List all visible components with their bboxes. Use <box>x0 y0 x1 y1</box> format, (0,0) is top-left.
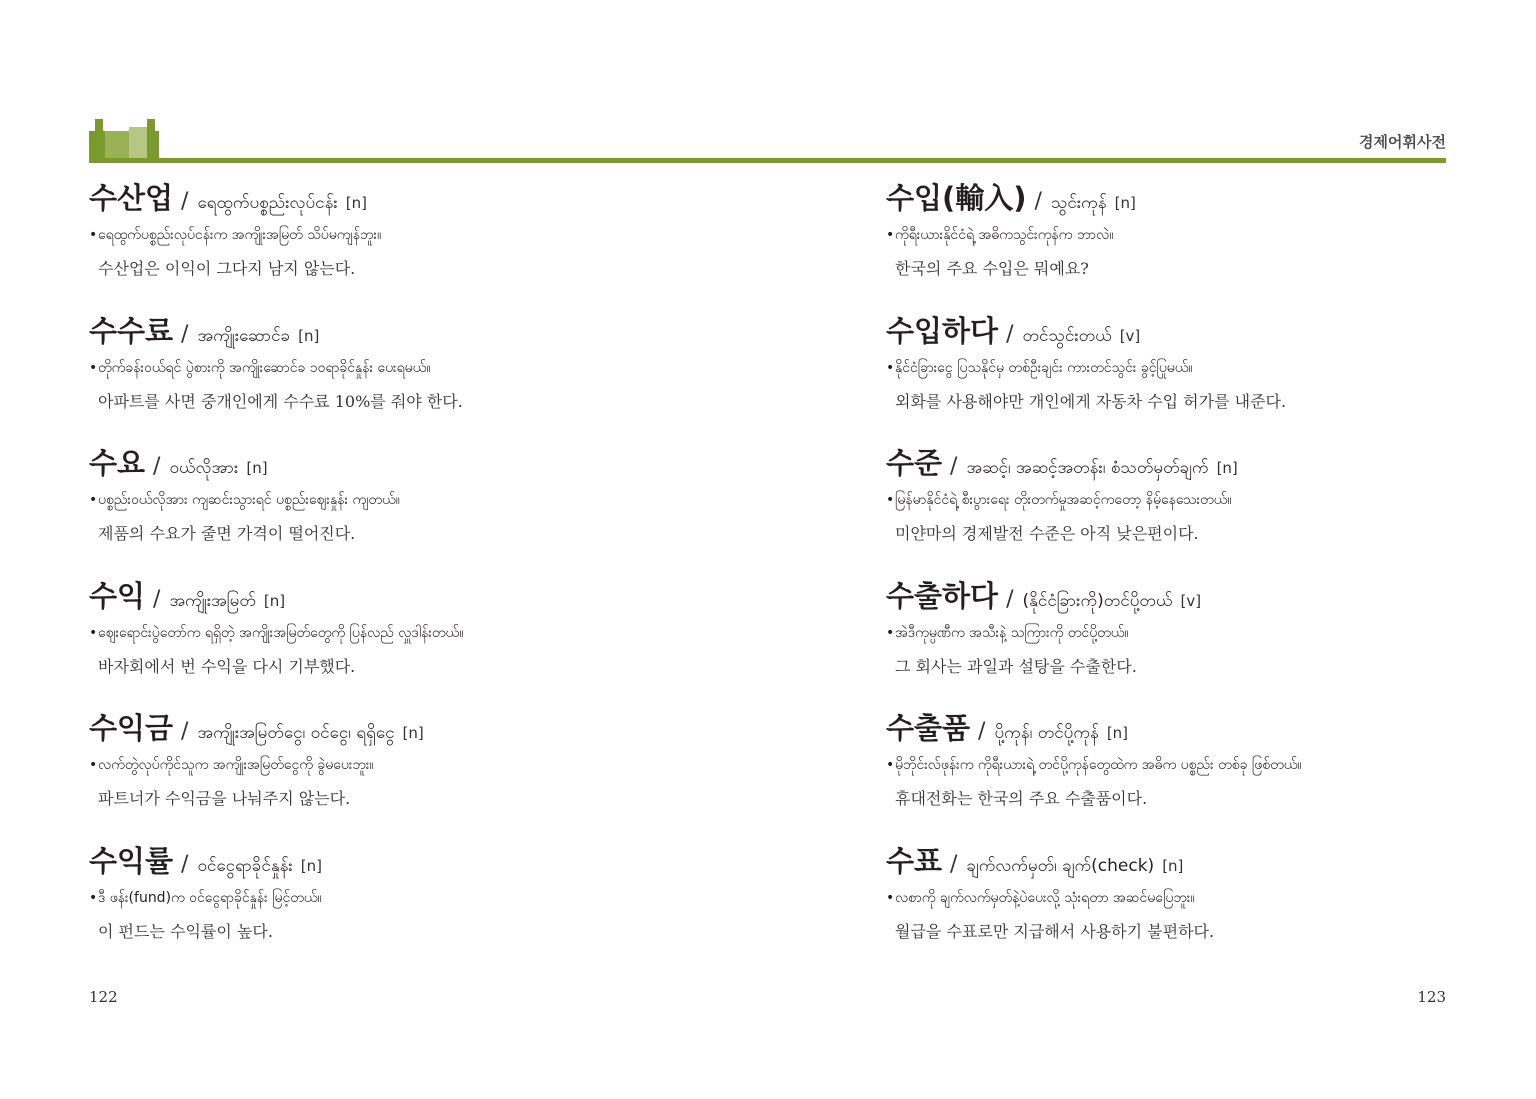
bullet-icon: • <box>89 359 98 376</box>
entry-headline <box>886 839 1506 879</box>
bullet-icon: • <box>89 624 98 641</box>
example-myanmar: •မိုဘိုင်းလ်ဖုန်းက ကိုရီးယားရဲ့ တင်ပို့ကုန်တွေထဲက အဓိက ပစ္စည်း တစ်ခု ဖြစ်တယ်။ <box>886 757 1302 773</box>
entry-headline <box>89 839 709 879</box>
headword: 수출품 <box>886 711 971 745</box>
example-korean: 월급을 수표로만 지급해서 사용하기 불편하다. <box>895 921 1215 941</box>
myanmar-gloss: အကျိုးဆောင်ခ <box>197 325 291 346</box>
example-myanmar: •မြန်မာနိုင်ငံရဲ့ စီးပွားရေး တိုးတက်မှုအဆင့်ကတော့ နိမ့်နေသေးတယ်။ <box>886 492 1232 508</box>
part-of-speech: [v] <box>1180 591 1202 610</box>
dictionary-entry <box>89 309 709 442</box>
bullet-icon: • <box>886 359 895 376</box>
part-of-speech: [n] <box>1216 459 1238 477</box>
dictionary-entry <box>89 441 709 574</box>
myanmar-gloss: အဆင့်၊ အဆင့်အတန်း၊ စံသတ်မှတ်ချက် <box>966 458 1209 478</box>
dictionary-entry <box>89 839 709 972</box>
left-column <box>89 176 709 971</box>
myanmar-gloss: သွင်းကုန် <box>1050 193 1107 213</box>
example-korean: 파트너가 수익금을 나눠주지 않는다. <box>98 789 351 808</box>
separator: / <box>181 189 189 214</box>
part-of-speech: [n] <box>246 459 268 477</box>
dictionary-entry <box>89 176 709 309</box>
bullet-icon: • <box>886 227 895 243</box>
page-number-right: 123 <box>1417 988 1446 1006</box>
separator: / <box>153 586 161 612</box>
myanmar-gloss: ရေထွက်ပစ္စည်းလုပ်ငန်း <box>197 193 338 213</box>
dictionary-entry <box>886 574 1506 707</box>
example-korean: 수산업은 이익이 그다지 남지 않는다. <box>98 259 356 278</box>
bullet-icon: • <box>886 757 895 773</box>
headword: 수산업 <box>89 181 174 215</box>
example-myanmar: •ပစ္စည်းဝယ်လိုအား ကျဆင်းသွားရင် ပစ္စည်းဈေးနှုန်း ကျတယ်။ <box>89 492 400 508</box>
example-korean: 아파트를 사면 중개인에게 수수료 10%를 줘야 한다. <box>98 391 463 411</box>
example-korean: 그 회사는 과일과 설탕을 수출한다. <box>895 656 1137 676</box>
headword: 수입하다 <box>886 313 999 348</box>
dictionary-entry <box>886 839 1506 972</box>
dictionary-entry <box>886 441 1506 574</box>
part-of-speech: [n] <box>1114 194 1136 212</box>
myanmar-gloss: တင်သွင်းတယ် <box>1022 325 1112 346</box>
example-myanmar: •ဒီ ဖန်း(fund)က ဝင်ငွေရာခိုင်နှုန်း မြင့်တယ်။ <box>89 889 322 906</box>
headword: 수익금 <box>89 711 174 745</box>
part-of-speech: [n] <box>1162 856 1184 875</box>
myanmar-gloss: ချက်လက်မှတ်၊ ချက်(check) <box>966 855 1155 876</box>
entry-headline <box>886 706 1506 746</box>
book-title: 경제어휘사전 <box>1359 133 1446 151</box>
bullet-icon: • <box>886 889 895 906</box>
page-number-left: 122 <box>89 988 118 1006</box>
separator: / <box>1006 321 1014 347</box>
bullet-icon: • <box>89 889 98 906</box>
dictionary-entry <box>89 706 709 839</box>
myanmar-gloss: အကျိုးအမြတ် <box>169 590 256 611</box>
part-of-speech: [n] <box>402 724 424 742</box>
bullet-icon: • <box>89 492 98 508</box>
example-korean: 외화를 사용해야만 개인에게 자동차 수입 허가를 내준다. <box>895 391 1287 411</box>
entry-headline <box>89 574 709 614</box>
separator: / <box>950 851 958 877</box>
header-rule <box>89 158 1446 163</box>
example-korean: 이 펀드는 수익률이 높다. <box>98 921 273 941</box>
separator: / <box>153 454 161 479</box>
header-decoration <box>89 117 159 161</box>
entry-headline <box>886 309 1506 349</box>
separator: / <box>1006 586 1014 612</box>
dictionary-entry <box>886 309 1506 442</box>
separator: / <box>181 719 189 744</box>
part-of-speech: [n] <box>263 591 286 610</box>
example-myanmar: •နိုင်ငံခြားငွေ ပြသနိုင်မှ တစ်ဦးချင်း ကားတင်သွင်း ခွင့်ပြုမယ်။ <box>886 359 1193 376</box>
myanmar-gloss: (နိုင်ငံခြားကို)တင်ပို့တယ် <box>1022 590 1173 611</box>
example-korean: 바자회에서 번 수익을 다시 기부했다. <box>98 656 356 676</box>
entry-headline <box>886 441 1506 481</box>
entry-headline <box>886 176 1506 216</box>
example-myanmar: •ဈေးရောင်းပွဲတော်က ရရှိတဲ့ အကျိုးအမြတ်တွေကို ပြန်လည် လှူဒါန်းတယ်။ <box>89 624 464 641</box>
headword: 수익률 <box>89 843 174 878</box>
entry-headline <box>89 309 709 349</box>
headword: 수수료 <box>89 313 174 348</box>
bullet-icon: • <box>89 227 98 243</box>
example-myanmar: •ရေထွက်ပစ္စည်းလုပ်ငန်းက အကျိုးအမြတ် သိပ်မကျန်ဘူး။ <box>89 227 382 243</box>
dictionary-entry <box>89 574 709 707</box>
example-myanmar: •တိုက်ခန်းဝယ်ရင် ပွဲစားကို အကျိုးဆောင်ခ ၁၀ရာခိုင်နှုန်း ပေးရမယ်။ <box>89 359 431 376</box>
entry-headline <box>89 706 709 746</box>
example-korean: 휴대전화는 한국의 주요 수출품이다. <box>895 789 1148 808</box>
entry-headline <box>886 574 1506 614</box>
separator: / <box>950 454 958 479</box>
part-of-speech: [n] <box>298 326 320 345</box>
example-myanmar: •ကိုရီးယားနိုင်ငံရဲ့ အဓိကသွင်းကုန်က ဘာလဲ။ <box>886 227 1114 243</box>
example-myanmar: •လစာကို ချက်လက်မှတ်နဲ့ပဲပေးလို့ သုံးရတာ အဆင်မပြေဘူး။ <box>886 889 1195 906</box>
part-of-speech: [n] <box>1106 724 1129 742</box>
separator: / <box>1034 189 1042 214</box>
example-myanmar: •အဲဒီကုမ္ပဏီက အသီးနဲ့ သကြားကို တင်ပို့တယ်။ <box>886 624 1129 641</box>
bullet-icon: • <box>886 624 895 641</box>
separator: / <box>978 719 986 744</box>
myanmar-gloss: အကျိုးအမြတ်ငွေ၊ ဝင်ငွေ၊ ရရှိငွေ <box>197 723 395 743</box>
example-korean: 미얀마의 경제발전 수준은 아직 낮은편이다. <box>895 524 1199 543</box>
example-myanmar: •လက်တွဲလုပ်ကိုင်သူက အကျိုးအမြတ်ငွေကို ခွဲမပေးဘူး။ <box>89 757 374 773</box>
myanmar-gloss: ဝယ်လိုအား <box>169 458 239 478</box>
part-of-speech: [v] <box>1119 326 1141 345</box>
headword: 수익 <box>89 578 146 613</box>
part-of-speech: [n] <box>300 856 322 875</box>
dictionary-entry <box>886 176 1506 309</box>
dictionary-entry <box>886 706 1506 839</box>
part-of-speech: [n] <box>345 194 367 212</box>
headword: 수입(輸入) <box>886 181 1027 215</box>
headword: 수표 <box>886 843 943 878</box>
example-korean: 한국의 주요 수입은 뭐예요? <box>895 259 1089 278</box>
entry-headline <box>89 176 709 216</box>
separator: / <box>181 321 189 347</box>
headword: 수출하다 <box>886 578 999 613</box>
example-korean: 제품의 수요가 줄면 가격이 떨어진다. <box>98 524 356 543</box>
right-column <box>886 176 1506 971</box>
headword: 수준 <box>886 446 943 480</box>
separator: / <box>181 851 189 877</box>
myanmar-gloss: ဝင်ငွေရာခိုင်နှုန်း <box>197 855 293 876</box>
entry-headline <box>89 441 709 481</box>
bullet-icon: • <box>89 757 98 773</box>
headword: 수요 <box>89 446 146 480</box>
bullet-icon: • <box>886 492 895 508</box>
myanmar-gloss: ပို့ကုန်၊ တင်ပို့ကုန် <box>994 723 1099 743</box>
